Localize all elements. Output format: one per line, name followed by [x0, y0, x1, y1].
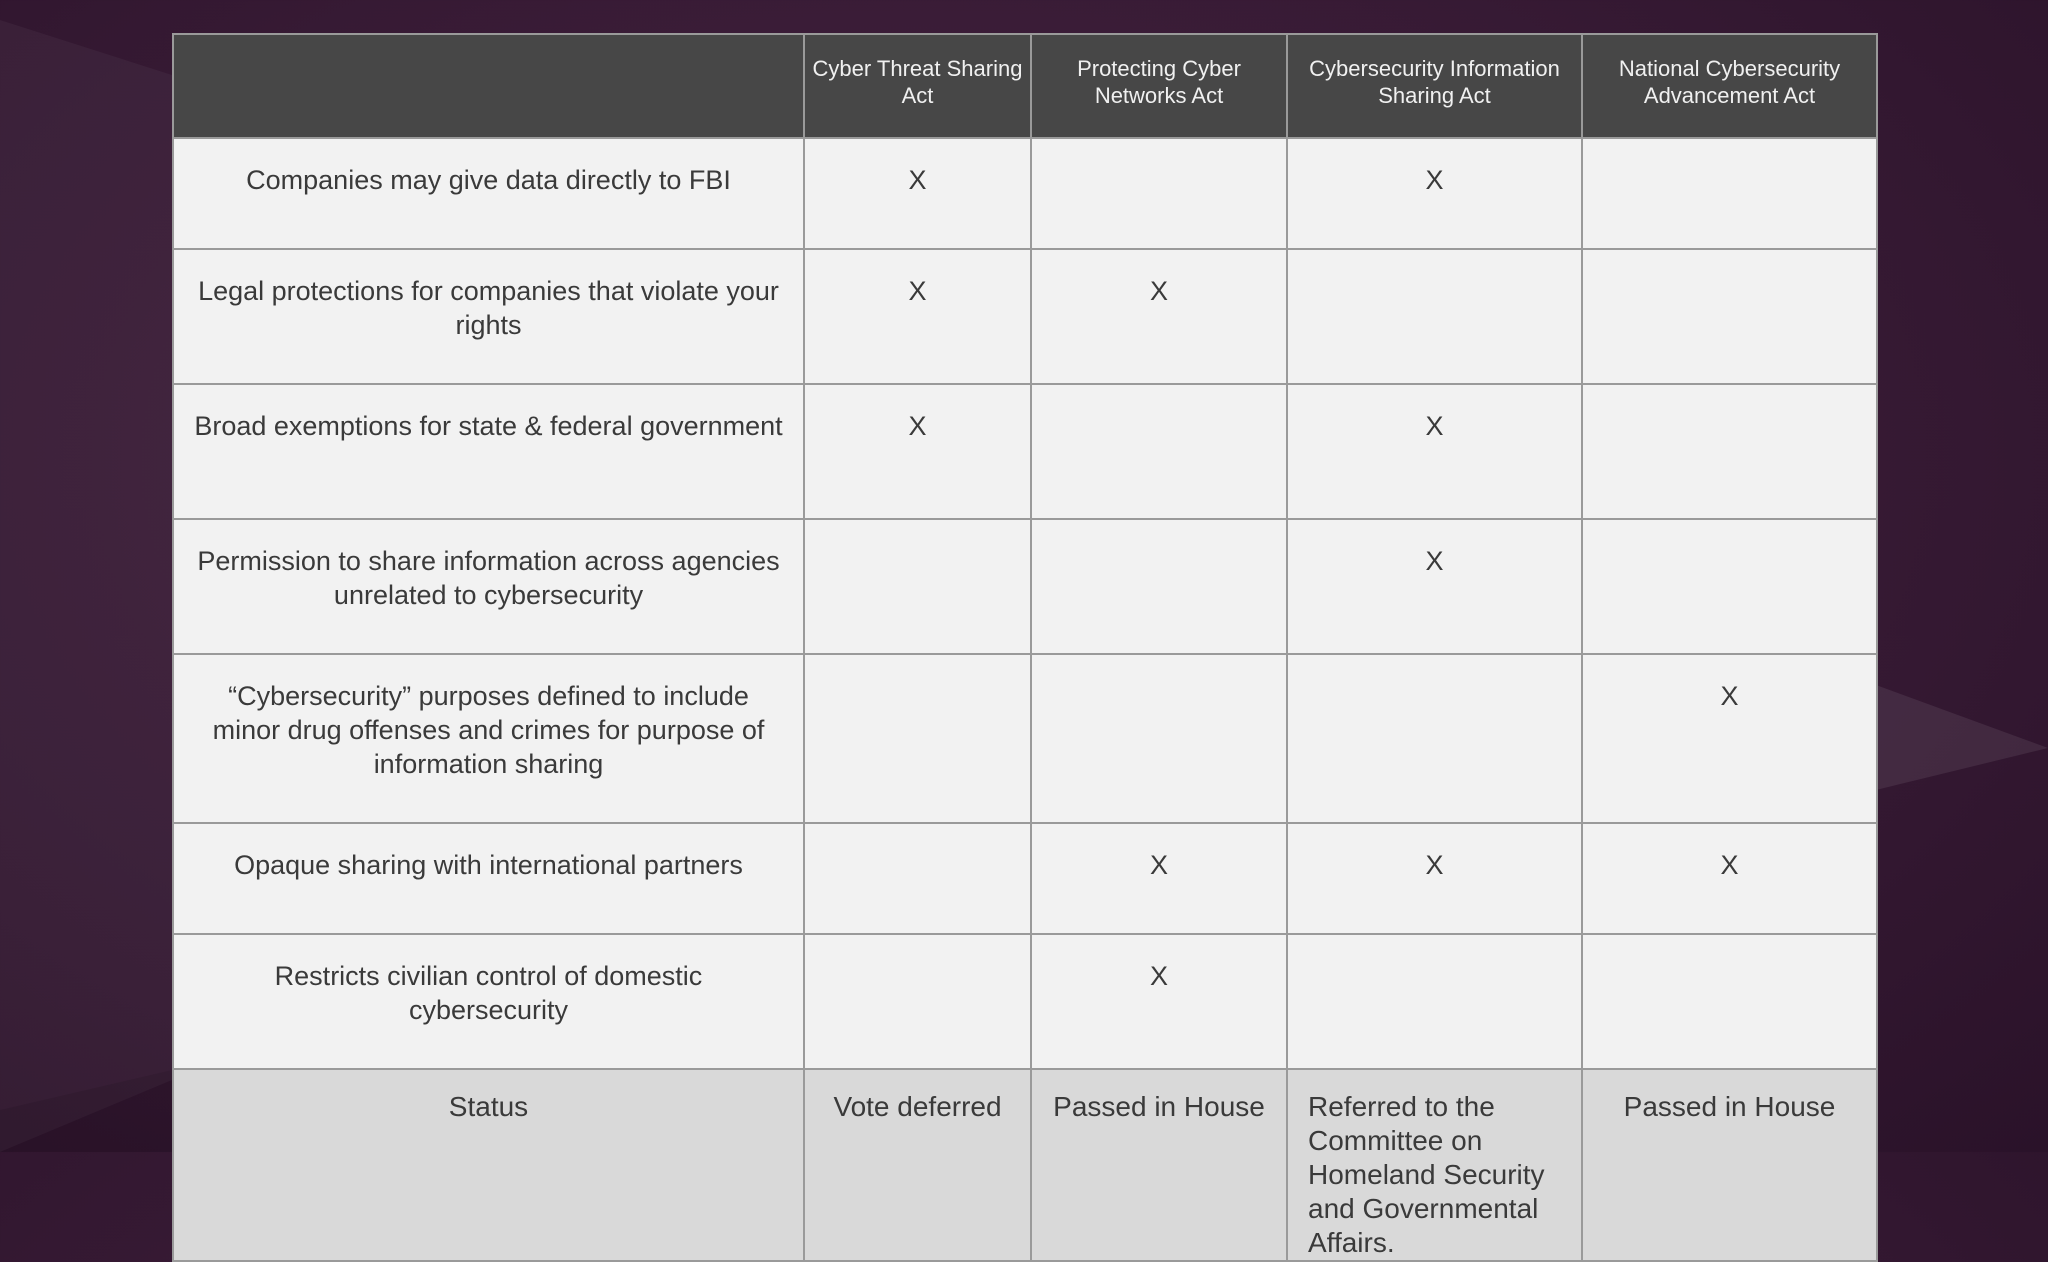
column-header-cyber-threat-sharing-act: Cyber Threat Sharing Act: [804, 34, 1031, 138]
mark-cell: [804, 823, 1031, 934]
comparison-table: [172, 33, 1878, 1262]
mark-cell: X: [1582, 654, 1877, 823]
mark-cell: [1031, 654, 1287, 823]
mark-cell: X: [1287, 519, 1582, 654]
table-row: [173, 249, 1877, 384]
column-header-national-cybersecurity-advancement-act: National Cybersecurity Advancement Act: [1582, 34, 1877, 138]
mark-cell: [1031, 519, 1287, 654]
feature-cell: Permission to share information across agencies unrelated to cybersecurity: [173, 519, 804, 654]
table-row: [173, 384, 1877, 519]
mark-cell: [1582, 934, 1877, 1069]
header-empty-cell: [173, 34, 804, 138]
mark-cell: [1582, 519, 1877, 654]
status-cell: Vote deferred: [804, 1069, 1031, 1261]
feature-cell: Opaque sharing with international partners: [173, 823, 804, 934]
mark-cell: X: [1582, 823, 1877, 934]
mark-cell: X: [1031, 934, 1287, 1069]
table-row: [173, 138, 1877, 249]
feature-cell: Companies may give data directly to FBI: [173, 138, 804, 249]
mark-cell: [1031, 384, 1287, 519]
mark-cell: [804, 934, 1031, 1069]
mark-cell: X: [1287, 138, 1582, 249]
table-row: [173, 823, 1877, 934]
feature-cell: Restricts civilian control of domestic cybersecurity: [173, 934, 804, 1069]
status-cell: Passed in House: [1582, 1069, 1877, 1261]
mark-cell: [1287, 934, 1582, 1069]
mark-cell: [1287, 654, 1582, 823]
mark-cell: X: [804, 138, 1031, 249]
mark-cell: X: [1031, 249, 1287, 384]
table-row: [173, 519, 1877, 654]
status-label: Status: [173, 1069, 804, 1261]
column-header-protecting-cyber-networks-act: Protecting Cyber Networks Act: [1031, 34, 1287, 138]
mark-cell: [1582, 384, 1877, 519]
feature-cell: Legal protections for companies that violate your rights: [173, 249, 804, 384]
table-row: [173, 934, 1877, 1069]
feature-cell: Broad exemptions for state & federal government: [173, 384, 804, 519]
mark-cell: [1582, 138, 1877, 249]
comparison-table-container: [172, 33, 1876, 1258]
feature-cell: “Cybersecurity” purposes defined to include minor drug offenses and crimes for purpose of information sharing: [173, 654, 804, 823]
mark-cell: X: [1287, 384, 1582, 519]
status-cell: Passed in House: [1031, 1069, 1287, 1261]
mark-cell: X: [1031, 823, 1287, 934]
mark-cell: [1031, 138, 1287, 249]
header-row: [173, 34, 1877, 138]
mark-cell: X: [804, 249, 1031, 384]
mark-cell: [1582, 249, 1877, 384]
table-row: [173, 654, 1877, 823]
status-cell: Referred to the Committee on Homeland Security and Governmental Affairs.: [1287, 1069, 1582, 1261]
mark-cell: [804, 654, 1031, 823]
mark-cell: X: [1287, 823, 1582, 934]
mark-cell: [1287, 249, 1582, 384]
status-row: [173, 1069, 1877, 1261]
mark-cell: X: [804, 384, 1031, 519]
mark-cell: [804, 519, 1031, 654]
column-header-cybersecurity-information-sharing-act: Cybersecurity Information Sharing Act: [1287, 34, 1582, 138]
